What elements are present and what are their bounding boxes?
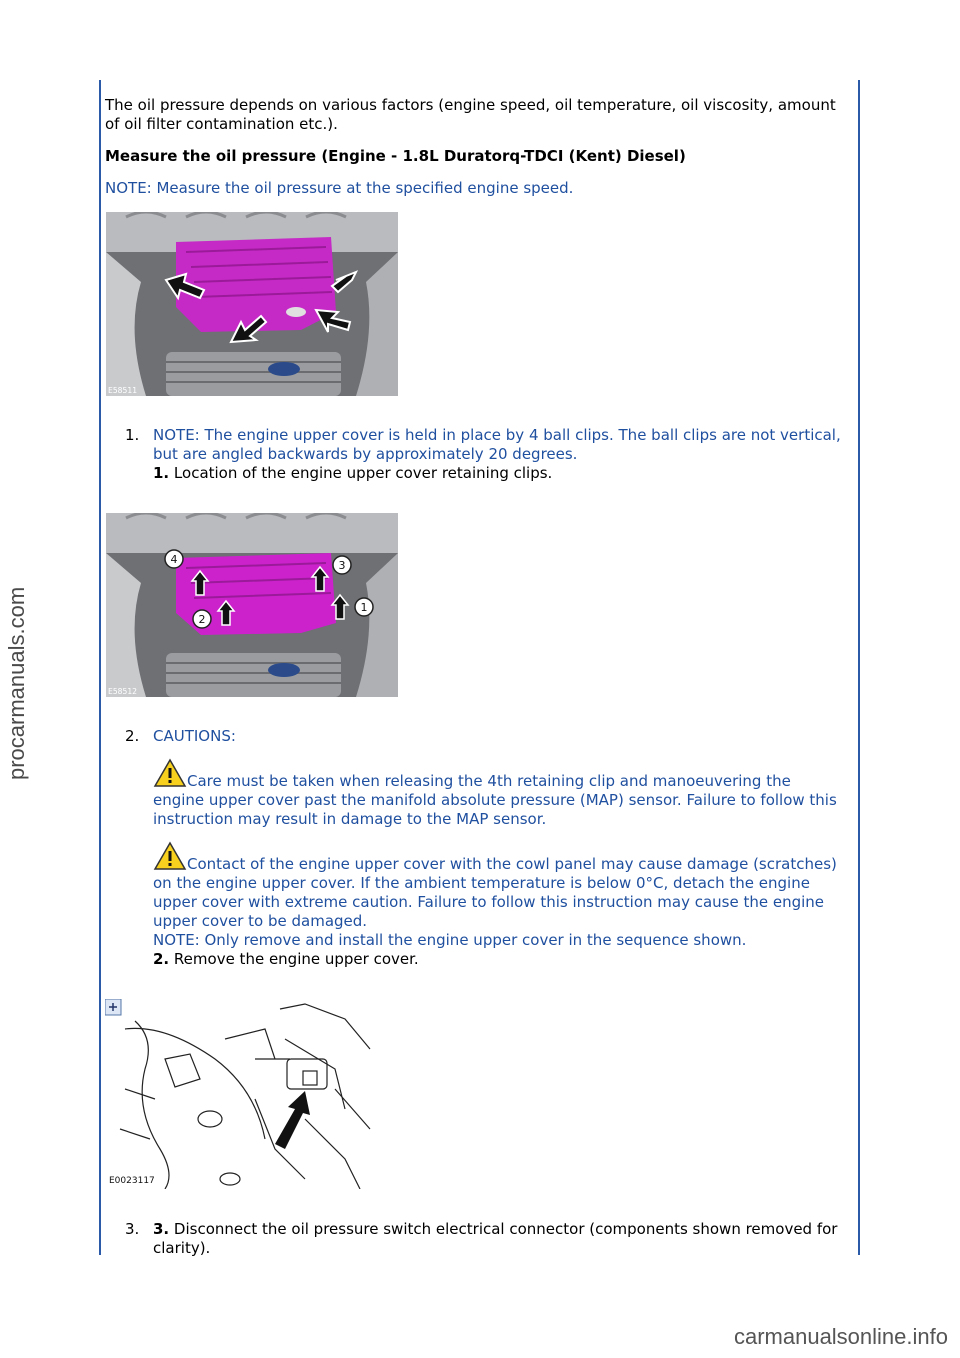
step-sub-number: 3.: [153, 1220, 170, 1238]
caution-text: Care must be taken when releasing the 4th retaining clip and manoeuvering the engine upper cover past the manifold absolute pressure (MAP) sensor. Failure to follow this instruction may result in damage to the MAP sensor.: [153, 772, 837, 828]
step-instruction: [153, 464, 845, 483]
step-text: Remove the engine upper cover.: [173, 950, 419, 968]
oil-pressure-switch-figure: [105, 999, 380, 1189]
section-note: NOTE: Measure the oil pressure at the specified engine speed.: [105, 179, 574, 197]
step-sub-number: 1.: [153, 464, 170, 482]
step-instruction: [153, 1220, 845, 1258]
step-sub-number: 2.: [153, 950, 170, 968]
manual-page-content: [105, 96, 845, 1258]
engine-cover-clips-figure: [106, 513, 398, 697]
left-border-rule: [99, 80, 101, 1255]
bottom-watermark[interactable]: carmanualsonline.info: [733, 1324, 948, 1349]
section-heading: Measure the oil pressure (Engine - 1.8L Duratorq-TDCI (Kent) Diesel): [105, 147, 686, 165]
callout-3: 3: [338, 559, 346, 572]
caution-item: [153, 758, 845, 829]
callout-4: 4: [170, 553, 178, 566]
intro-paragraph: The oil pressure depends on various factors (engine speed, oil temperature, oil viscosity, amount of oil filter contamination etc.).: [105, 96, 836, 133]
warning-triangle-icon: [153, 758, 187, 788]
step-number: 1.: [125, 426, 140, 444]
step-note: NOTE: Only remove and install the engine upper cover in the sequence shown.: [153, 931, 747, 949]
figure-label-3: E0023117: [109, 1176, 155, 1186]
side-watermark: procarmanuals.com: [4, 586, 29, 780]
engine-cover-arrows-photo-icon: [106, 212, 398, 396]
step-number: 3.: [125, 1220, 140, 1238]
step-1: [105, 426, 845, 483]
right-border-rule: [858, 80, 860, 1255]
step-note: NOTE: The engine upper cover is held in place by 4 ball clips. The ball clips are not vertical, but are angled backwards by approximately 20 degrees.: [153, 426, 841, 463]
figure-label-1: E58511: [108, 386, 137, 395]
engine-cover-arrows-figure: [106, 212, 398, 396]
caution-text: Contact of the engine upper cover with the cowl panel may cause damage (scratches) on the engine upper cover. If the ambient temperature is below 0°C, detach the engine upper cover with extreme caution. Failure to follow this instruction may cause the engine upper cover to be damaged.: [153, 855, 837, 930]
step-2: [105, 727, 845, 969]
figure-label-2: E58512: [108, 687, 137, 696]
step-number: 2.: [125, 727, 140, 745]
step-text: Disconnect the oil pressure switch electrical connector (components shown removed for clarity).: [153, 1220, 838, 1257]
engine-cover-numbered-clips-photo-icon: [106, 513, 398, 697]
step-instruction: [153, 950, 845, 969]
callout-1: 1: [360, 601, 368, 614]
warning-triangle-icon: [153, 841, 187, 871]
step-text: Location of the engine upper cover retaining clips.: [173, 464, 553, 482]
cautions-heading: CAUTIONS:: [153, 727, 236, 745]
caution-item: [153, 841, 845, 931]
callout-2: 2: [198, 613, 206, 626]
step-3: [105, 1220, 845, 1258]
oil-pressure-switch-line-drawing-icon: [105, 999, 380, 1189]
